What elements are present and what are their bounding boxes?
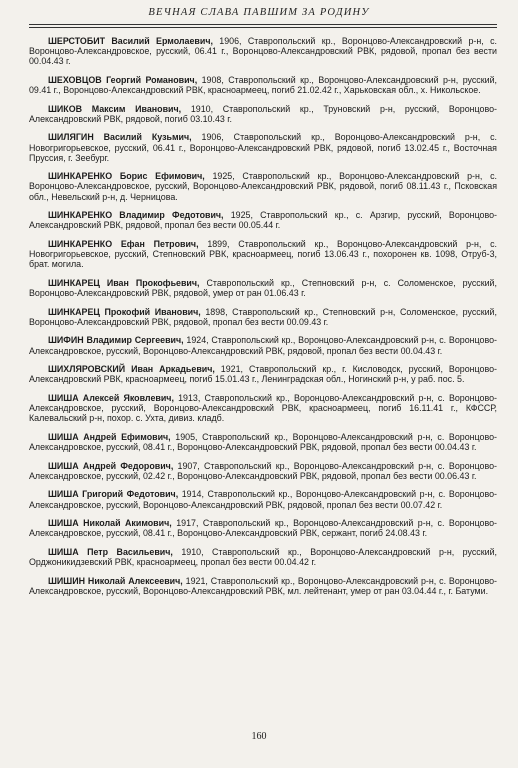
entry-details: Ставропольский кр., Степновский р-н, с. Соломенское, русский, Воронцово-Александровский РВК, рядовой, умер от ран 01.06.43 г. bbox=[29, 277, 497, 298]
entry-name: ШИЛЯГИН Василий Кузьмич, bbox=[48, 132, 192, 143]
memorial-entry bbox=[29, 393, 497, 423]
entry-name: ШИШИН Николай Алексеевич, bbox=[48, 575, 183, 586]
entry-name: ШИША Андрей Федорович, bbox=[48, 460, 174, 471]
memorial-entry bbox=[29, 36, 497, 66]
memorial-entry-list bbox=[29, 36, 497, 605]
entry-name: ШИНКАРЕНКО Владимир Федотович, bbox=[48, 210, 224, 221]
entry-details: 1899, Ставропольский кр., Воронцово-Александровский р-н, с. Новогригорьевское, русский, Степновский РВК, красноармеец, погиб 13.06.43 г., похоронен кв. 1098, Отруб-3, брат. могила. bbox=[29, 238, 497, 270]
entry-details: 1907, Ставропольский кр., Воронцово-Александровский р-н, с. Воронцово-Александровское, русский, 02.42 г., Воронцово-Александровский РВК, рядовой, пропал без вести 00.06.43 г. bbox=[29, 460, 497, 481]
entry-name: ШИША Андрей Ефимович, bbox=[48, 431, 171, 442]
entry-name: ШИНКАРЕЦ Иван Прокофьевич, bbox=[48, 277, 200, 288]
entry-details: 1917, Ставропольский кр., Воронцово-Александровский р-н, с. Воронцово-Александровское, русский, 08.41 г., Воронцово-Александровский РВК, сержант, погиб 24.08.43 г. bbox=[29, 518, 497, 539]
entry-details: 1914, Ставропольский кр., Воронцово-Александровский р-н, с. Воронцово-Александровское, русский, Воронцово-Александровский РВК, рядовой, пропал без вести 00.07.42 г. bbox=[29, 489, 497, 510]
entry-details: 1898, Ставропольский кр., Степновский р-н, Соломенское, русский, Воронцово-Александровский РВК, рядовой, пропал без вести 00.09.43 г. bbox=[29, 306, 497, 327]
entry-details: 1913, Ставропольский кр., Воронцово-Александровский р-н, с. Воронцово-Александровское, русский, Воронцово-Александровский РВК, красноармеец, погиб 16.11.41 г., КФССР, Калевальский р-н, похор. с. Ухта, дивиз. кладб. bbox=[29, 392, 497, 424]
entry-details: 1906, Ставропольский кр., Воронцово-Александровский р-н, с. Воронцово-Александровское, русский, 06.41 г., Воронцово-Александровский РВК, рядовой, пропал без вести 00.04.43 г. bbox=[29, 36, 497, 67]
entry-name: ШИША Алексей Яковлевич, bbox=[48, 392, 174, 403]
memorial-entry bbox=[29, 104, 497, 124]
entry-details: 1925, Ставропольский кр., Воронцово-Александровский р-н, с. Воронцово-Александровское, русский, Воронцово-Александровский РВК, рядовой, погиб 08.11.43 г., Псковская обл., Невельский р-н, д. Черницова. bbox=[29, 171, 497, 202]
entry-name: ШИНКАРЕНКО Ефан Петрович, bbox=[48, 238, 199, 249]
entry-details: 1906, Ставропольский кр., Воронцово-Александровский р-н, с. Новогригорьевское, русский, 06.41 г., Воронцово-Александровский РВК, рядовой, погиб 13.02.45 г., Восточная Пруссия, г. Зеебург. bbox=[29, 132, 497, 163]
entry-name: ШЕРСТОБИТ Василий Ермолаевич, bbox=[48, 36, 213, 46]
entry-name: ШИША Николай Акимович, bbox=[48, 518, 172, 529]
entry-details: 1910, Ставропольский кр., Труновский р-н, русский, Воронцово-Александровский РВК, рядовой, погиб 03.10.43 г. bbox=[29, 103, 497, 124]
entry-details: 1908, Ставропольский кр., Воронцово-Александровский р-н, русский, 09.41 г., Воронцово-Александровский РВК, красноармеец, погиб 21.02.42 г., Харьковская обл., х. Никольское. bbox=[29, 74, 497, 95]
memorial-entry bbox=[29, 461, 497, 481]
entry-name: ШИКОВ Максим Иванович, bbox=[48, 103, 182, 114]
header-rule-bottom bbox=[29, 27, 497, 28]
entry-name: ШИФИН Владимир Сергеевич, bbox=[48, 335, 184, 346]
page-number: 160 bbox=[251, 731, 267, 742]
memorial-entry bbox=[29, 576, 497, 596]
entry-details: 1905, Ставропольский кр., Воронцово-Александровский р-н, с. Воронцово-Александровское, русский, 08.41 г., Воронцово-Александровский РВК, рядовой, пропал без вести 00.04.43 г. bbox=[29, 431, 497, 452]
memorial-entry bbox=[29, 132, 497, 162]
memorial-entry bbox=[29, 432, 497, 452]
memorial-entry bbox=[29, 547, 497, 567]
memorial-entry bbox=[29, 307, 497, 327]
memorial-entry bbox=[29, 335, 497, 355]
memorial-entry bbox=[29, 489, 497, 509]
running-header: ВЕЧНАЯ СЛАВА ПАВШИМ ЗА РОДИНУ bbox=[148, 7, 370, 18]
entry-name: ШИША Григорий Федотович, bbox=[48, 489, 179, 500]
header-rule-top bbox=[29, 24, 497, 25]
entry-name: ШИХЛЯРОВСКИЙ Иван Аркадьевич, bbox=[48, 364, 215, 375]
memorial-entry bbox=[29, 210, 497, 230]
entry-name: ШЕХОВЦОВ Георгий Романович, bbox=[48, 74, 198, 85]
memorial-entry bbox=[29, 518, 497, 538]
memorial-entry bbox=[29, 364, 497, 384]
entry-details: 1921, Ставропольский кр., Воронцово-Александровский р-н, с. Воронцово-Александровское, русский, Воронцово-Александровский РВК, мл. лейтенант, умер от ран 03.04.44 г., г. Батуми. bbox=[29, 575, 497, 596]
entry-name: ШИНКАРЕНКО Борис Ефимович, bbox=[48, 171, 205, 182]
entry-name: ШИНКАРЕЦ Прокофий Иванович, bbox=[48, 306, 201, 317]
memorial-entry bbox=[29, 239, 497, 269]
memorial-entry bbox=[29, 75, 497, 95]
memorial-entry bbox=[29, 278, 497, 298]
entry-name: ШИША Петр Васильевич, bbox=[48, 546, 173, 557]
entry-details: 1921, Ставропольский кр., г. Кисловодск, русский, Воронцово-Александровский РВК, красноармеец, погиб 15.01.43 г., Ленинградская обл., Ногинский р-н, у раб. пос. 5. bbox=[29, 364, 497, 385]
memorial-entry bbox=[29, 171, 497, 201]
entry-details: 1925, Ставропольский кр., с. Арзгир, русский, Воронцово-Александровский РВК, рядовой, пропал без вести 00.05.44 г. bbox=[29, 210, 497, 231]
entry-details: 1910, Ставропольский кр., Воронцово-Александровский р-н, русский, Орджоникидзевский РВК, красноармеец, пропал без вести 00.04.42 г. bbox=[29, 546, 497, 568]
entry-details: 1924, Ставропольский кр., Воронцово-Александровский р-н, с. Воронцово-Александровское, русский, Воронцово-Александровский РВК, рядовой, пропал без вести 00.04.43 г. bbox=[29, 335, 497, 356]
